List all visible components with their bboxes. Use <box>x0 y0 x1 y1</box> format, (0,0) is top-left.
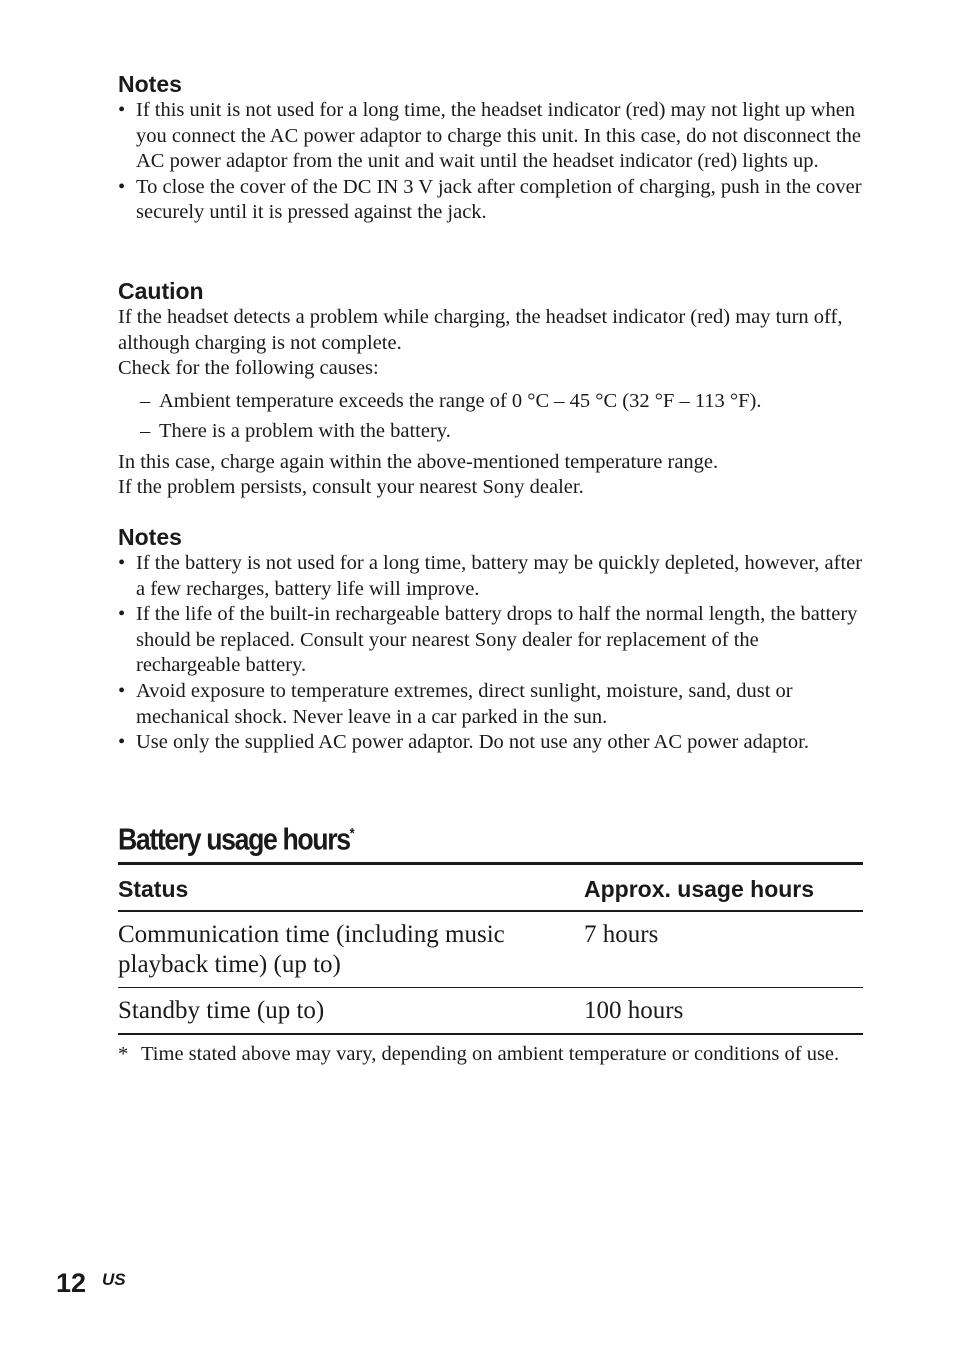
table-row <box>118 911 863 988</box>
cell-hours: 100 hours <box>584 988 863 1035</box>
notes-heading: Notes <box>118 524 182 550</box>
footnote-asterisk: * <box>118 1043 129 1065</box>
note-item: • Use only the supplied AC power adaptor. Do not use any other AC power adaptor. <box>118 730 863 756</box>
note-item: • To close the cover of the DC IN 3 V jack after completion of charging, push in the cover securely until it is pressed against the jack. <box>118 175 863 226</box>
cause-item: – Ambient temperature exceeds the range of 0 °C – 45 °C (32 °F – 113 °F). <box>140 386 863 416</box>
battery-usage-title <box>118 814 355 859</box>
battery-usage-table <box>118 862 863 1035</box>
footnote-text: Time stated above may vary, depending on ambient temperature or conditions of use. <box>141 1043 840 1065</box>
caution-after-1: In this case, charge again within the above-mentioned temperature range. <box>118 450 719 473</box>
note-item: • If the battery is not used for a long time, battery may be quickly depleted, however, after a few recharges, battery life will improve. <box>118 551 863 602</box>
notes-list <box>118 551 863 756</box>
caution-intro: If the headset detects a problem while charging, the headset indicator (red) may turn off, although charging is not complete. <box>118 306 843 354</box>
battery-title-text: Battery usage hours <box>118 821 350 857</box>
table-row <box>118 988 863 1035</box>
notes-section-2 <box>118 523 863 756</box>
page-region-code: US <box>102 1270 126 1289</box>
table-header-row <box>118 864 863 912</box>
notes-section-1 <box>118 70 863 226</box>
notes-list <box>118 98 863 226</box>
cause-item: – There is a problem with the battery. <box>140 416 863 446</box>
note-item: • If this unit is not used for a long time, the headset indicator (red) may not light up when you connect the AC power adaptor to charge this unit. In this case, do not disconnect the AC power adaptor from the unit and wait until the headset indicator (red) lights up. <box>118 98 863 175</box>
caution-heading: Caution <box>118 278 204 304</box>
header-hours: Approx. usage hours <box>584 864 863 912</box>
cell-hours: 7 hours <box>584 911 863 988</box>
battery-title-asterisk: * <box>349 825 355 842</box>
causes-list <box>140 386 863 446</box>
caution-section <box>118 277 863 501</box>
caution-after-2: If the problem persists, consult your nearest Sony dealer. <box>118 476 584 499</box>
note-item: • If the life of the built-in rechargeable battery drops to half the normal length, the battery should be replaced. Consult your nearest Sony dealer for replacement of the rechargeable battery. <box>118 602 863 679</box>
notes-heading: Notes <box>118 71 182 97</box>
caution-check: Check for the following causes: <box>118 357 379 380</box>
cell-status: Communication time (including music playback time) (up to) <box>118 911 584 988</box>
page-number: 12 <box>56 1268 87 1298</box>
header-status: Status <box>118 864 584 912</box>
footnote <box>118 1042 863 1068</box>
cell-status: Standby time (up to) <box>118 988 584 1035</box>
note-item: • Avoid exposure to temperature extremes, direct sunlight, moisture, sand, dust or mechanical shock. Never leave in a car parked in the sun. <box>118 679 863 730</box>
